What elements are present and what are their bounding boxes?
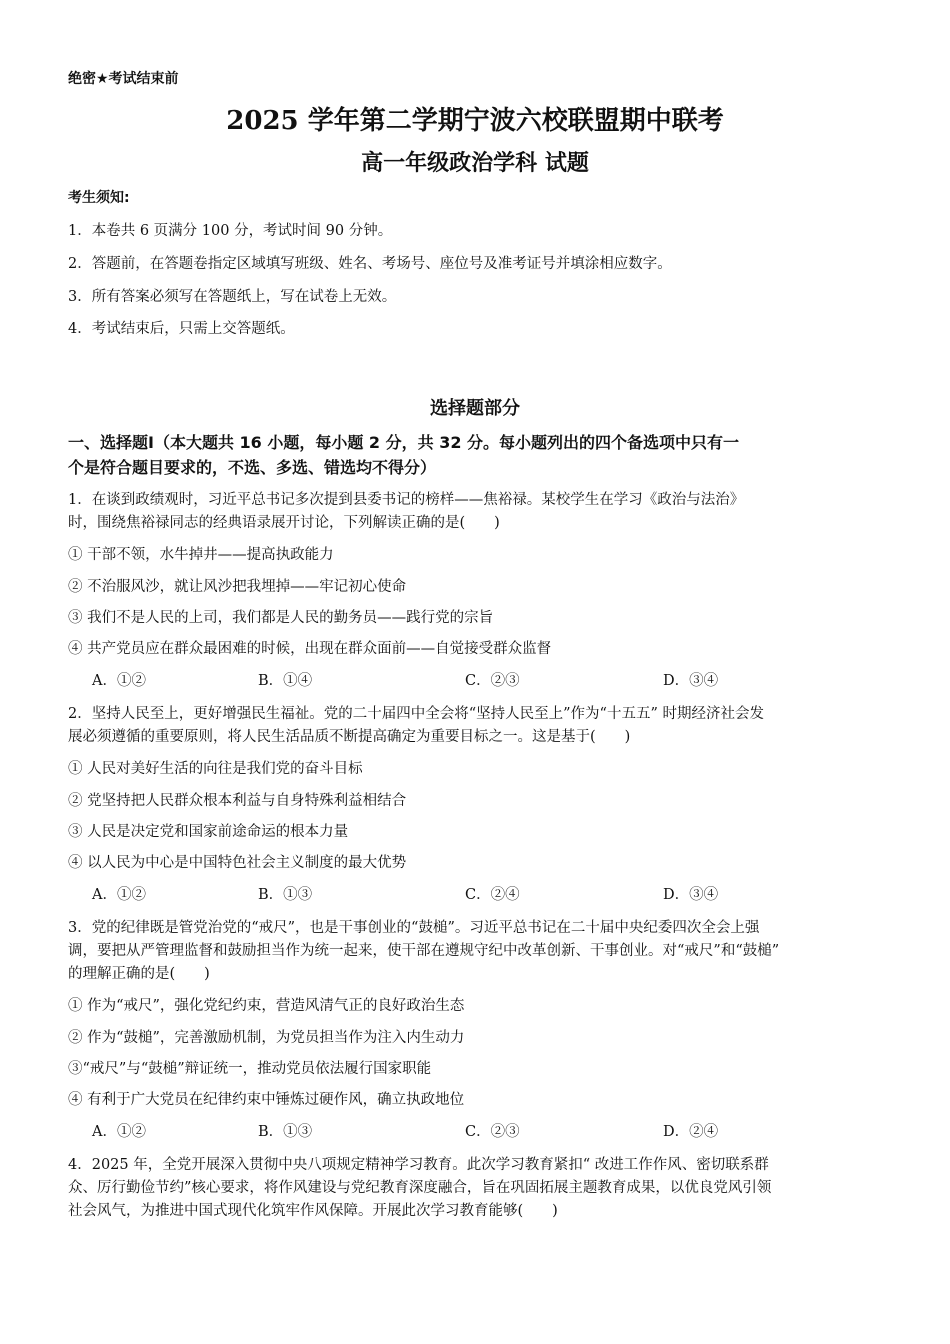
choice-a: A．①② — [92, 887, 146, 903]
question-stem: 众、厉行勤俭节约”核心要求，将作风建设与党纪教育深度融合，旨在巩固拓展主题教育成果，以优良党风引领 — [68, 1180, 772, 1196]
statement-option: ③ 我们不是人民的上司，我们都是人民的勤务员——践行党的宗旨 — [68, 610, 494, 626]
part-heading: 一、选择题Ⅰ（本大题共 16 小题，每小题 2 分，共 32 分。每小题列出的四个备选项中只有一 — [68, 433, 740, 452]
question-stem: 调，要把从严管理监督和鼓励担当作为统一起来，使干部在遵规守纪中改革创新、干事创业。对“戒尺”和“鼓槌” — [68, 943, 780, 959]
statement-option: ④ 有利于广大党员在纪律约束中锤炼过硬作风，确立执政地位 — [68, 1092, 465, 1108]
choice-c: C．②③ — [465, 1124, 520, 1140]
choice-b: B．①③ — [258, 1124, 313, 1140]
statement-option: ④ 以人民为中心是中国特色社会主义制度的最大优势 — [68, 855, 407, 871]
choice-a: A．①② — [92, 673, 146, 689]
question-stem: 时，围绕焦裕禄同志的经典语录展开讨论，下列解读正确的是( ) — [68, 515, 500, 531]
choice-c: C．②③ — [465, 673, 520, 689]
statement-option: ③ 人民是决定党和国家前途命运的根本力量 — [68, 824, 349, 840]
notice-item: 4．考试结束后，只需上交答题纸。 — [68, 321, 295, 337]
choice-d: D．③④ — [663, 673, 719, 689]
statement-option: ④ 共产党员应在群众最困难的时候，出现在群众面前——自觉接受群众监督 — [68, 641, 552, 657]
notice-item: 3．所有答案必须写在答题纸上，写在试卷上无效。 — [68, 289, 397, 305]
question-stem: 社会风气，为推进中国式现代化筑牢作风保障。开展此次学习教育能够( ) — [68, 1203, 558, 1219]
section-title: 选择题部分 — [430, 398, 520, 419]
exam-subtitle: 高一年级政治学科 试题 — [361, 150, 589, 176]
statement-option: ② 不治服风沙，就让风沙把我埋掉——牢记初心使命 — [68, 579, 407, 595]
question-stem: 3．党的纪律既是管党治党的“戒尺”，也是干事创业的“鼓槌”。习近平总书记在二十届中央纪委四次全会上强 — [68, 920, 760, 936]
notice-item: 2．答题前，在答题卷指定区域填写班级、姓名、考场号、座位号及准考证号并填涂相应数字。 — [68, 256, 672, 272]
notice-item: 1．本卷共 6 页满分 100 分，考试时间 90 分钟。 — [68, 223, 393, 239]
statement-option: ② 作为“鼓槌”，完善激励机制，为党员担当作为注入内生动力 — [68, 1030, 465, 1046]
choice-b: B．①③ — [258, 887, 313, 903]
answer-choices — [92, 883, 892, 903]
statement-option: ① 干部不领，水牛掉井——提高执政能力 — [68, 547, 334, 563]
choice-d: D．③④ — [663, 887, 719, 903]
choice-d: D．②④ — [663, 1124, 719, 1140]
answer-choices — [92, 1120, 892, 1140]
question-stem: 展必须遵循的重要原则，将人民生活品质不断提高确定为重要目标之一。这是基于( ) — [68, 729, 631, 745]
statement-option: ① 作为“戒尺”，强化党纪约束，营造风清气正的良好政治生态 — [68, 998, 465, 1014]
answer-choices — [92, 669, 892, 689]
statement-option: ② 党坚持把人民群众根本利益与自身特殊利益相结合 — [68, 793, 407, 809]
part-heading: 个是符合题目要求的，不选、多选、错选均不得分） — [68, 458, 437, 477]
question-stem: 4．2025 年，全党开展深入贯彻中央八项规定精神学习教育。此次学习教育紧扣“ 改进工作作风、密切联系群 — [68, 1157, 769, 1173]
notice-heading: 考生须知: — [68, 190, 130, 206]
choice-a: A．①② — [92, 1124, 146, 1140]
statement-option: ③“戒尺”与“鼓槌”辩证统一，推动党员依法履行国家职能 — [68, 1061, 432, 1077]
exam-title: 2025 学年第二学期宁波六校联盟期中联考 — [226, 106, 724, 136]
choice-b: B．①④ — [258, 673, 313, 689]
confidential-label: 绝密★考试结束前 — [68, 71, 179, 87]
question-stem: 的理解正确的是( ) — [68, 966, 210, 982]
choice-c: C．②④ — [465, 887, 520, 903]
question-stem: 1．在谈到政绩观时，习近平总书记多次提到县委书记的榜样——焦裕禄。某校学生在学习《政治与法治》 — [68, 492, 745, 508]
question-stem: 2．坚持人民至上，更好增强民生福祉。党的二十届四中全会将“坚持人民至上”作为“十五五” 时期经济社会发 — [68, 706, 764, 722]
statement-option: ① 人民对美好生活的向往是我们党的奋斗目标 — [68, 761, 363, 777]
